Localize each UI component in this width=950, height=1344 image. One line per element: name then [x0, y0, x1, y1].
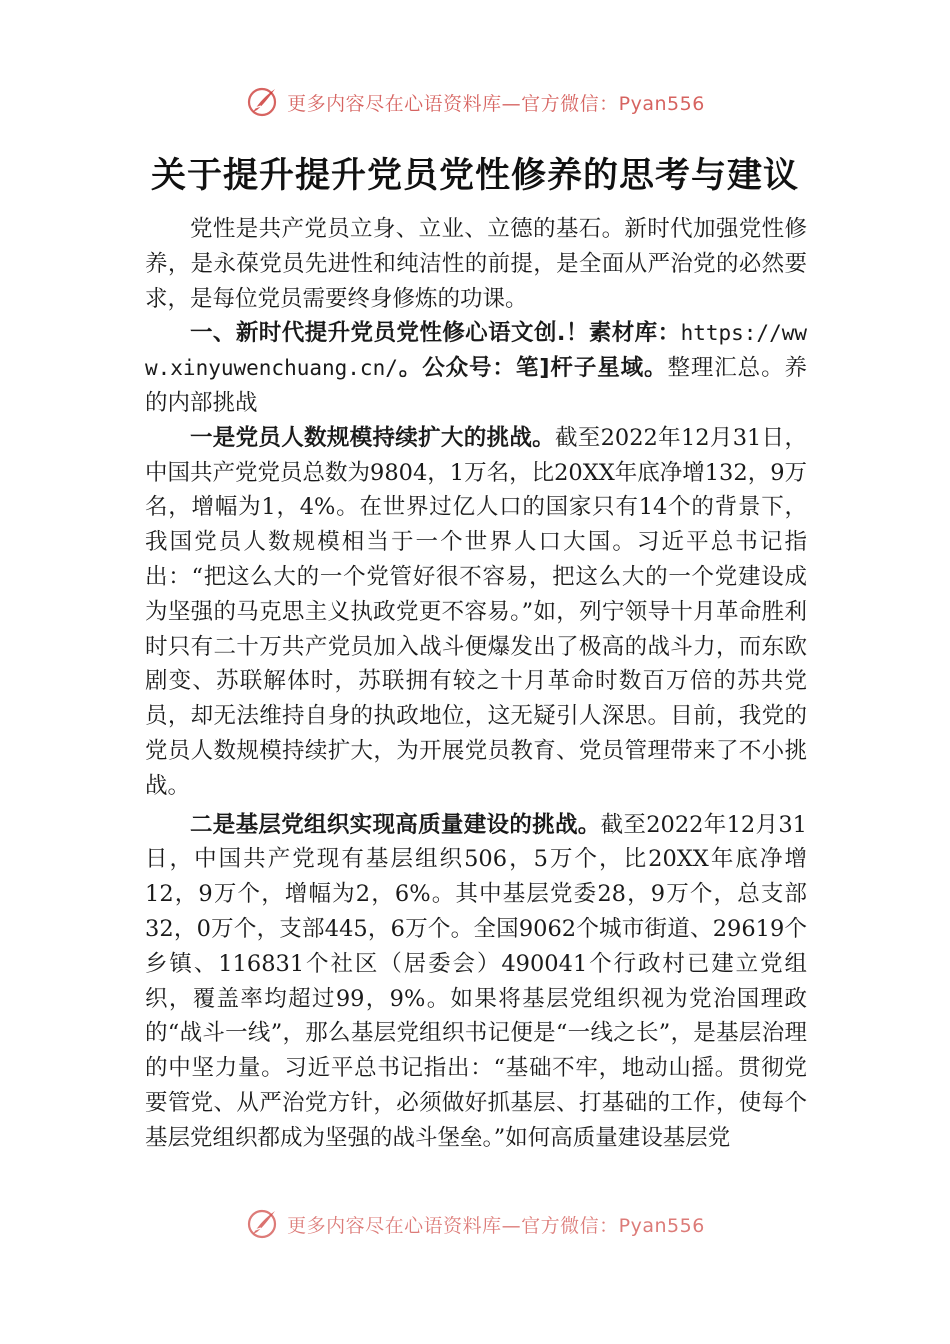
resource-url: https://www.xinyuwenchuang.cn/ — [145, 321, 807, 381]
paragraph-body-2: 截至2022年12月31日，中国共产党现有基层组织506，5万个，比20XX年底净增12，9万个，增幅为2，6%。其中基层党委28，9万个，总支部32，0万个，支部445，6万个。全国9062个城市街道、29619个乡镇、116831个社区（居委会）490041个行政村已建立党组织，覆盖率均超过99，9%。如果将基层党组织视为党治国理政的“战斗一线”，那么基层党组织书记便是“一线之长”，是基层治理的中坚力量。习近平总书记指出：“基础不牢，地动山摇。贯彻党要管党、从严治党方针，必须做好抓基层、打基础的工作，使每个基层党组织都成为坚强的战斗堡垒。”如何高质量建设基层党 — [145, 811, 807, 1151]
section-heading-1 — [145, 316, 807, 420]
section-heading-part-c: 整理汇总。养的内部挑战 — [145, 355, 807, 416]
section-heading-part-a: 一、新时代提升党员党性修心语文创.！素材库： — [190, 320, 681, 347]
document-body — [145, 212, 807, 1156]
paragraph-lead-1: 一是党员人数规模持续扩大的挑战。 — [190, 424, 555, 451]
watermark-header — [0, 82, 950, 122]
paragraph-lead-2: 二是基层党组织实现高质量建设的挑战。 — [190, 811, 601, 838]
document-title: 关于提升提升党员党性修养的思考与建议 — [150, 156, 799, 196]
paragraph-grassroots-organizations — [145, 808, 807, 1156]
watermark-text: 更多内容尽在心语资料库—官方微信：Pyan556 — [287, 1214, 705, 1237]
paragraph-party-member-scale — [145, 421, 807, 804]
watermark-footer — [0, 1204, 950, 1244]
section-heading-part-b: 。公众号：笔]杆子星域。 — [397, 355, 668, 382]
paragraph-body-1: 截至2022年12月31日，中国共产党党员总数为9804，1万名，比20XX年底净增132，9万名，增幅为1，4%。在世界过亿人口的国家只有14个的背景下，我国党员人数规模相当于一个世界人口大国。习近平总书记指出：“把这么大的一个党管好很不容易，把这么大的一个党建设成为坚强的马克思主义执政党更不容易。”如，列宁领导十月革命胜利时只有二十万共产党员加入战斗便爆发出了极高的战斗力，而东欧剧变、苏联解体时，苏联拥有较之十月革命时数百万倍的苏共党员，却无法维持自身的执政地位，这无疑引人深思。目前，我党的党员人数规模持续扩大，为开展党员教育、党员管理带来了不小挑战。 — [145, 424, 808, 799]
intro-paragraph: 党性是共产党员立身、立业、立德的基石。新时代加强党性修养，是永葆党员先进性和纯洁性的前提，是全面从严治党的必然要求，是每位党员需要终身修炼的功课。 — [145, 216, 807, 312]
quill-circle-logo-icon — [245, 85, 279, 119]
quill-circle-logo-icon — [245, 1207, 279, 1241]
watermark-text: 更多内容尽在心语资料库—官方微信：Pyan556 — [287, 92, 705, 115]
